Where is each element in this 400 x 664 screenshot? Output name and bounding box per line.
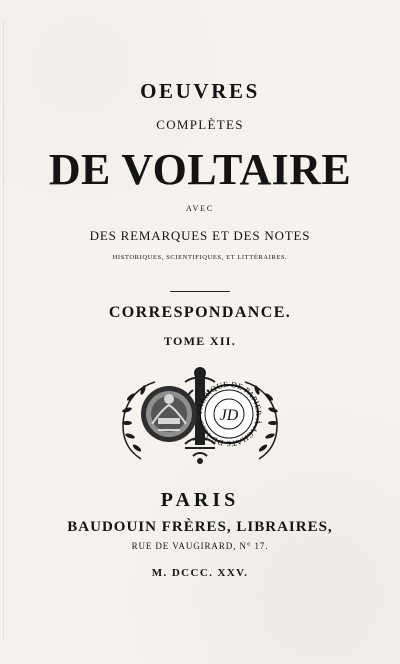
- work-title-completes: COMPLÈTES: [156, 117, 244, 132]
- left-medallion-icon: [141, 386, 197, 442]
- printer-emblem: [113, 360, 287, 468]
- publisher-address: RUE DE VAUGIRARD, N° 17.: [131, 541, 269, 551]
- city-label: PARIS: [160, 489, 240, 511]
- publisher-name: BAUDOUIN FRÈRES, LIBRAIRES,: [67, 519, 333, 535]
- section-title: CORRESPONDANCE.: [108, 304, 292, 321]
- decorative-rule: [170, 291, 230, 292]
- right-medallion-icon: [195, 380, 264, 448]
- medallion-text: FABRIQUE DE PAPIER À ACHATS DE 1823: [194, 379, 264, 449]
- subtitle-notes-types: HISTORIQUES, SCIENTIFIQUES, ET LITTÉRAIRES.: [112, 254, 288, 261]
- publication-date: M. DCCC. XXV.: [151, 567, 249, 579]
- work-title-oeuvres: OEUVRES: [140, 79, 260, 103]
- subtitle-avec: AVEC: [186, 204, 214, 213]
- author-title: DE VOLTAIRE: [48, 145, 352, 194]
- emblem-illustration: [113, 360, 287, 468]
- subtitle-remarques: DES REMARQUES ET DES NOTES: [89, 228, 311, 243]
- medallion-monogram: JD: [219, 407, 239, 424]
- volume-label: TOME XII.: [163, 334, 237, 348]
